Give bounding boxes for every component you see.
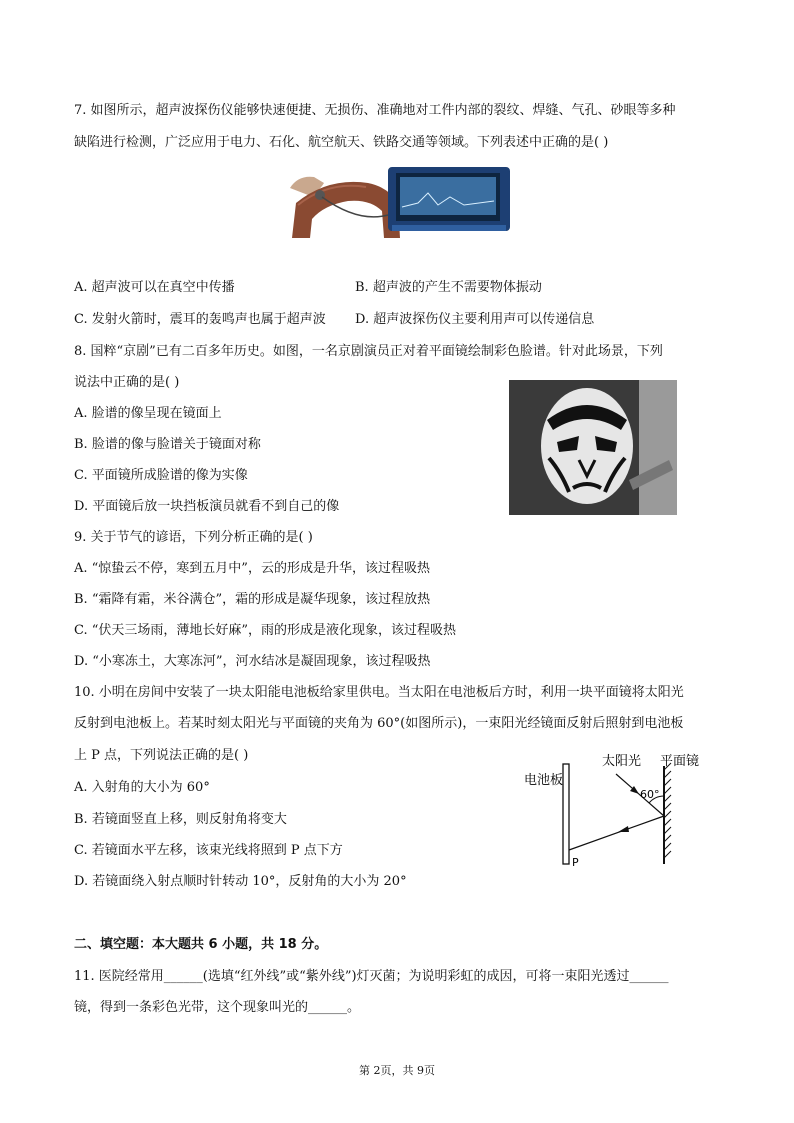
q9-option-b: B. “霜降有霜，米谷满仓”，霜的形成是凝华现象，该过程放热: [74, 592, 431, 607]
q7-option-b: B. 超声波的产生不需要物体振动: [355, 280, 542, 295]
sun-label: 太阳光: [602, 754, 642, 769]
ultrasonic-detector-figure: [288, 163, 518, 245]
q10-stem-line2: 反射到电池板上。若某时刻太阳光与平面镜的夹角为 60°(如图所示)，一束阳光经镜面反射后照射到电池板: [74, 716, 684, 731]
battery-panel: [563, 764, 569, 864]
q10-stem-line1: 10. 小明在房间中安装了一块太阳能电池板给家里供电。当太阳在电池板后方时，利用一块平面镜将太阳光: [74, 685, 684, 700]
angle-label: 60°: [640, 788, 660, 801]
q8-option-b: B. 脸谱的像与脸谱关于镜面对称: [74, 437, 261, 452]
q11-stem-line2: 镜，得到一条彩色光带，这个现象叫光的______。: [74, 1000, 361, 1015]
q10-option-b: B. 若镜面竖直上移，则反射角将变大: [74, 812, 287, 827]
q7-option-c: C. 发射火箭时，震耳的轰鸣声也属于超声波: [74, 312, 326, 327]
q9-option-a: A. “惊蛰云不停，寒到五月中”，云的形成是升华，该过程吸热: [74, 561, 430, 576]
q9-option-c: C. “伏天三场雨，薄地长好麻”，雨的形成是液化现象，该过程吸热: [74, 623, 457, 638]
q8-option-a: A. 脸谱的像呈现在镜面上: [74, 406, 222, 421]
q10-option-c: C. 若镜面水平左移，该束光线将照到 P 点下方: [74, 843, 343, 858]
q8-stem-line2: 说法中正确的是( ): [74, 375, 180, 390]
q8-option-d: D. 平面镜后放一块挡板演员就看不到自己的像: [74, 499, 340, 514]
q10-stem-line3: 上 P 点，下列说法正确的是( ): [74, 748, 249, 763]
reflected-arrow: [618, 826, 629, 832]
q10-option-d: D. 若镜面绕入射点顺时针转动 10°，反射角的大小为 20°: [74, 874, 407, 889]
q10-option-a: A. 入射角的大小为 60°: [74, 780, 210, 795]
q8-option-c: C. 平面镜所成脸谱的像为实像: [74, 468, 248, 483]
q7-option-a: A. 超声波可以在真空中传播: [74, 280, 235, 295]
reflection-diagram: [518, 748, 738, 870]
reflected-ray: [569, 816, 664, 850]
point-p-label: P: [572, 856, 579, 869]
q9-stem: 9. 关于节气的谚语，下列分析正确的是( ): [74, 530, 313, 545]
page-footer: 第 2页，共 9页: [359, 1064, 435, 1077]
panel-label: 电池板: [524, 773, 564, 788]
q9-option-d: D. “小寒冻土，大寒冻河”，河水结冰是凝固现象，该过程吸热: [74, 654, 431, 669]
mirror-hatching: [664, 763, 671, 858]
section-heading-fill-blank: 二、填空题：本大题共 6 小题，共 18 分。: [74, 937, 328, 952]
q11-stem-line1: 11. 医院经常用______(选填“红外线”或“紫外线”)灯灭菌；为说明彩虹的成因，可将一束阳光透过______: [74, 969, 669, 984]
mirror-label: 平面镜: [660, 754, 700, 769]
q7-option-d: D. 超声波探伤仪主要利用声可以传递信息: [355, 312, 595, 327]
q7-stem-line2: 缺陷进行检测，广泛应用于电力、石化、航空航天、铁路交通等领域。下列表述中正确的是( ): [74, 135, 609, 150]
q8-stem-line1: 8. 国粹“京剧”已有二百多年历史。如图，一名京剧演员正对着平面镜绘制彩色脸谱。针对此场景，下列: [74, 344, 663, 359]
opera-mask-photo: [509, 380, 677, 515]
q7-stem-line1: 7. 如图所示，超声波探伤仪能够快速便捷、无损伤、准确地对工件内部的裂纹、焊缝、气孔、砂眼等多种: [74, 103, 676, 118]
